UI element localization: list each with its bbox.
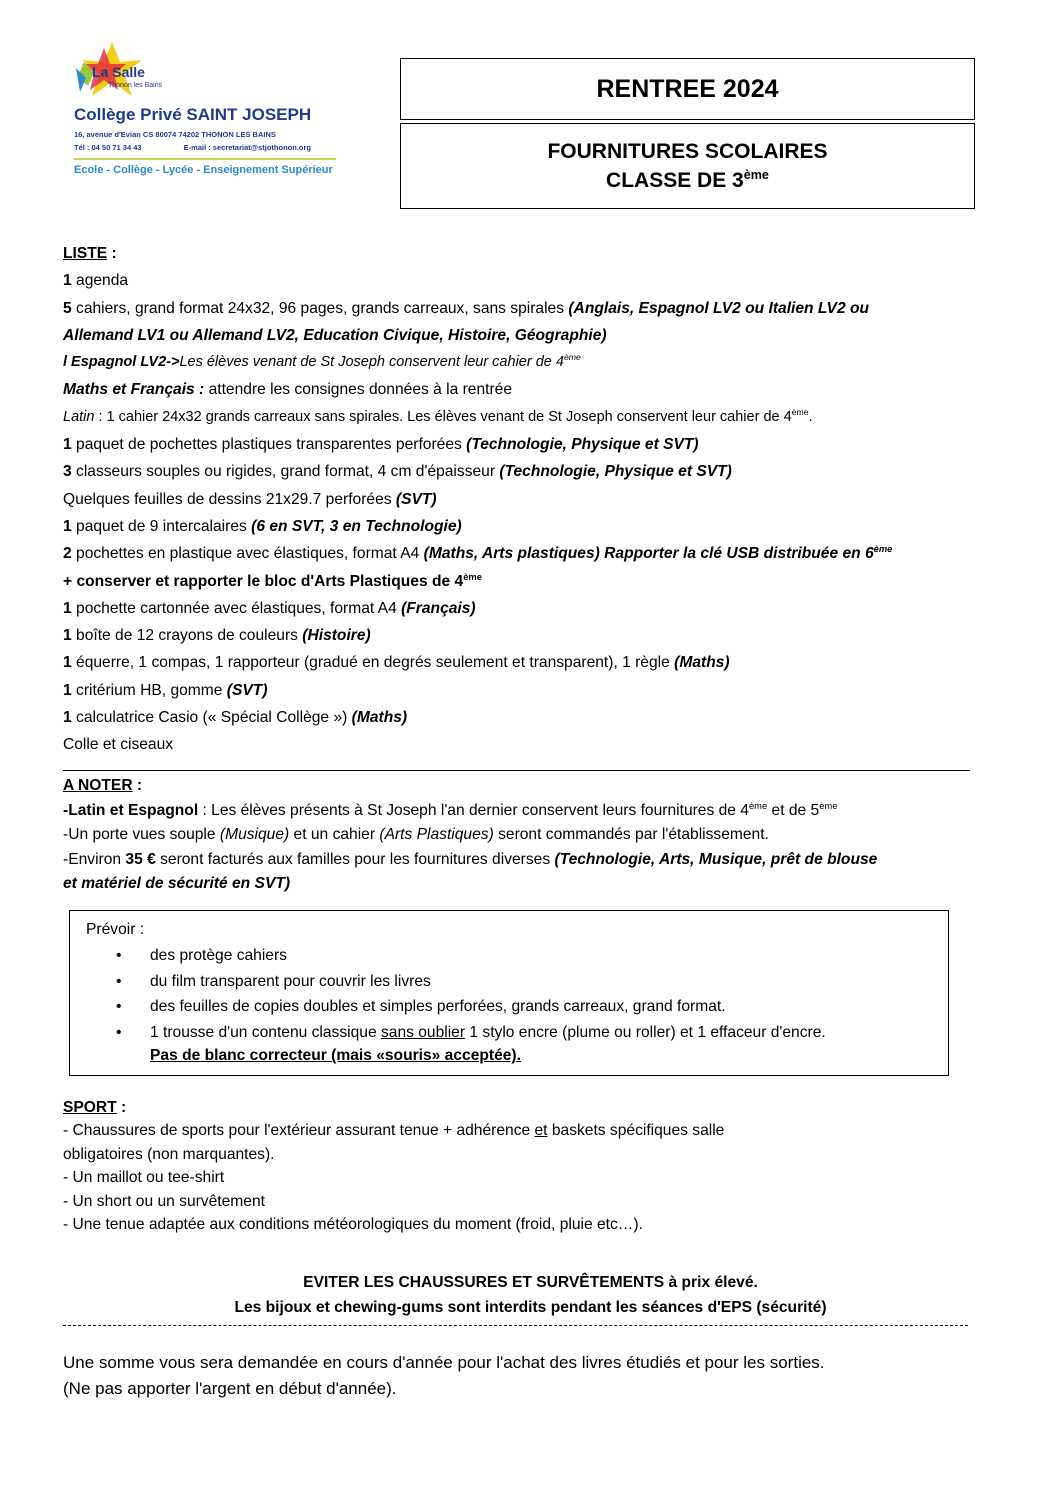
qty: 3	[63, 463, 72, 481]
bullet-icon: •	[116, 947, 122, 964]
note-text: : Les élèves présents à St Joseph l'an dernier conservent leurs fournitures de 4	[198, 801, 749, 819]
list-item	[86, 994, 948, 1020]
list-item-pochette-cartonnee	[63, 595, 998, 622]
list-item-espagnol	[63, 349, 998, 376]
footer-line-2: (Ne pas apporter l'argent en début d'année).	[63, 1378, 397, 1398]
item-end: .	[808, 408, 813, 425]
list-item-pochettes-elastiques	[63, 540, 998, 567]
college-phone: Tél : 04 50 71 34 43	[74, 143, 142, 152]
title-box-rentree	[400, 58, 975, 120]
brand-subtitle: Thonon les Bains	[108, 82, 163, 89]
sport-line-maillot: - Un maillot ou tee-shirt	[63, 1169, 225, 1187]
note-sup2: ème	[819, 800, 838, 811]
list-item-intercalaires	[63, 513, 998, 540]
subtitle-classe	[606, 166, 769, 195]
item-subjects: (Maths)	[351, 709, 408, 727]
item-subjects: (6 en SVT, 3 en Technologie)	[251, 517, 462, 535]
item-text: attendre les consignes données à la rentrée	[204, 381, 512, 399]
item-subjects: (Anglais, Espagnol LV2 ou Italien LV2 ou	[568, 299, 870, 317]
sport-heading	[63, 1096, 998, 1119]
footer-line-1: Une somme vous sera demandée en cours d'année pour l'achat des livres étudiés et pour les sorties.	[63, 1353, 825, 1372]
list-item-latin	[63, 404, 998, 431]
note-subject2: (Arts Plastiques)	[379, 826, 494, 843]
note-mid: et de 5	[767, 801, 820, 819]
item-subjects: (Histoire)	[302, 627, 371, 645]
item-subjects: (SVT)	[226, 681, 268, 699]
item-text: : 1 cahier 24x32 grands carreaux sans spirales. Les élèves venant de St Joseph conservent leur cahier de 4	[94, 408, 792, 425]
qty: 1	[63, 436, 72, 454]
sport-underlined: et	[534, 1122, 548, 1140]
item-text: + conserver et rapporter le bloc d'Arts Plastiques de 4	[63, 572, 464, 590]
note-heading-text: A NOTER	[63, 777, 133, 794]
item-text: classeurs souples ou rigides, grand format, 4 cm d'épaisseur	[71, 463, 500, 481]
item-sup: ème	[463, 571, 482, 582]
sport-section	[63, 1096, 998, 1236]
college-email: E-mail : secretariat@stjothonon.org	[183, 143, 311, 152]
list-item-colle: Colle et ciseaux	[63, 736, 174, 754]
item-label: Maths et Français :	[63, 381, 205, 399]
note-text2: seront facturés aux familles pour les fournitures diverses	[155, 850, 555, 868]
list-item	[86, 943, 948, 969]
list-item-bloc-arts	[63, 568, 998, 595]
qty: 1	[63, 709, 72, 727]
item-text: critérium HB, gomme	[71, 681, 227, 699]
qty: 1	[63, 681, 72, 699]
item-subjects: (Maths, Arts plastiques) Rapporter la clé USB distribuée en 6	[423, 545, 874, 563]
warning-line-1: EVITER LES CHAUSSURES ET SURVÊTEMENTS à prix élevé.	[303, 1274, 758, 1291]
prevoir-item-text1: 1 trousse d'un contenu classique	[150, 1023, 381, 1041]
item-subjects: (SVT)	[395, 490, 437, 508]
note-sup1: ème	[748, 800, 768, 811]
prevoir-item-text: des protège cahiers	[150, 947, 287, 964]
note-amount: 35 €	[125, 850, 156, 868]
qty: 1	[63, 272, 72, 290]
item-text: Quelques feuilles de dessins 21x29.7 perforées	[63, 490, 396, 508]
section-divider	[63, 770, 970, 771]
qty: 2	[63, 545, 72, 563]
list-item-cahiers-cont: Allemand LV1 ou Allemand LV2, Education Civique, Histoire, Géographie)	[63, 326, 607, 344]
item-text: calculatrice Casio (« Spécial Collège »)	[71, 709, 352, 727]
list-item-feuilles-dessin	[63, 486, 998, 513]
brand-name: La Salle	[92, 64, 145, 80]
note-heading-colon: :	[132, 777, 143, 794]
note-section	[63, 774, 998, 897]
college-name: Collège Privé SAINT JOSEPH	[74, 105, 312, 124]
prevoir-item-text2: 1 stylo encre (plume ou roller) et 1 effaceur d'encre.	[465, 1023, 826, 1041]
list-item-calculatrice	[63, 704, 998, 731]
subtitle-classe-sup: ème	[743, 168, 769, 182]
list-item	[86, 969, 948, 995]
prevoir-item-text: du film transparent pour couvrir les livres	[150, 972, 431, 990]
list-heading-text: LISTE	[63, 245, 108, 262]
note-subjects: (Technologie, Arts, Musique, prêt de blouse	[554, 850, 878, 868]
list-item-criterium	[63, 677, 998, 704]
item-text: cahiers, grand format 24x32, 96 pages, grands carreaux, sans spirales	[71, 299, 569, 317]
list-item-maths-francais	[63, 376, 998, 403]
prevoir-item-underlined: sans oublier	[380, 1023, 466, 1041]
supply-list	[63, 240, 998, 759]
sport-line-obligatoires: obligatoires (non marquantes).	[63, 1145, 275, 1163]
item-subjects: (Technologie, Physique et SVT)	[466, 436, 699, 454]
sport-text-end: baskets spécifiques salle	[547, 1122, 725, 1140]
item-subjects: (Français)	[401, 599, 476, 617]
list-heading-colon: :	[107, 245, 117, 262]
qty: 1	[63, 654, 72, 672]
item-text: paquet de 9 intercalaires	[71, 517, 252, 535]
bullet-icon: •	[116, 972, 122, 990]
title-box-fournitures	[400, 123, 975, 209]
school-logo	[74, 42, 354, 192]
note-text1: -Un porte vues souple	[63, 826, 220, 843]
note-text3: seront commandés par l'établissement.	[493, 826, 769, 843]
dashed-divider	[63, 1325, 968, 1326]
item-label: Latin	[63, 408, 95, 425]
logo-divider	[74, 158, 336, 160]
subtitle-fournitures: FOURNITURES SCOLAIRES	[547, 140, 828, 163]
prevoir-list	[86, 943, 948, 1045]
prevoir-title: Prévoir :	[86, 921, 145, 938]
item-subjects: (Technologie, Physique et SVT)	[499, 463, 732, 481]
warning-section	[63, 1270, 998, 1320]
item-sup: ème	[563, 352, 581, 363]
year-title: RENTREE 2024	[596, 74, 779, 103]
item-text: boîte de 12 crayons de couleurs	[71, 627, 303, 645]
item-sup: ème	[791, 406, 809, 417]
prevoir-note: Pas de blanc correcteur (mais «souris» acceptée).	[150, 1047, 521, 1065]
sport-line-tenue: - Une tenue adaptée aux conditions météorologiques du moment (froid, pluie etc…).	[63, 1216, 643, 1234]
sport-heading-colon: :	[116, 1099, 127, 1116]
qty: 5	[63, 299, 72, 317]
list-item	[86, 1020, 948, 1046]
item-text: Les élèves venant de St Joseph conservent leur cahier de 4	[179, 354, 564, 371]
note-label: -Latin et Espagnol	[63, 801, 199, 819]
note-porte-vues	[63, 823, 998, 848]
item-sup: ème	[873, 544, 893, 555]
subtitle-classe-text: CLASSE DE 3	[606, 169, 744, 192]
list-heading	[63, 240, 998, 267]
item-text: pochettes en plastique avec élastiques, format A4	[71, 545, 424, 563]
note-latin-espagnol	[63, 799, 998, 824]
note-environ	[63, 848, 998, 873]
college-levels: Ecole - Collège - Lycée - Enseignement Supérieur	[74, 164, 333, 176]
list-item-cahiers	[63, 295, 998, 322]
bullet-icon: •	[116, 1023, 122, 1041]
item-text: pochette cartonnée avec élastiques, format A4	[71, 599, 402, 617]
list-item-pochettes-plastiques	[63, 431, 998, 458]
qty: 1	[63, 517, 72, 535]
warning-line-2: Les bijoux et chewing-gums sont interdits pendant les séances d'EPS (sécurité)	[234, 1299, 827, 1316]
bullet-icon: •	[116, 998, 122, 1016]
qty: 1	[63, 599, 72, 617]
item-text: agenda	[71, 272, 129, 290]
sport-text: - Chaussures de sports pour l'extérieur assurant tenue + adhérence	[63, 1122, 535, 1140]
item-subjects: (Maths)	[674, 654, 730, 672]
prevoir-box	[69, 910, 949, 1076]
list-item-equerre	[63, 649, 998, 676]
item-text: équerre, 1 compas, 1 rapporteur (gradué en degrés seulement et transparent), 1 règle	[71, 654, 675, 672]
qty: 1	[63, 627, 72, 645]
list-item-agenda	[63, 267, 998, 294]
sport-line-short: - Un short ou un survêtement	[63, 1192, 265, 1210]
college-contact	[74, 143, 311, 152]
sport-line-chaussures	[63, 1119, 998, 1142]
note-environ-cont: et matériel de sécurité en SVT)	[63, 875, 291, 892]
footer-note	[63, 1350, 998, 1401]
note-text1: -Environ	[63, 850, 126, 868]
item-text: paquet de pochettes plastiques transparentes perforées	[71, 436, 467, 454]
college-address: 16, avenue d'Evian CS 80074 74202 THONON LES BAINS	[74, 130, 276, 139]
list-item-classeurs	[63, 458, 998, 485]
prevoir-item-text: des feuilles de copies doubles et simples perforées, grands carreaux, grand format.	[150, 998, 726, 1016]
note-text2: et un cahier	[289, 826, 380, 843]
item-label: l Espagnol LV2->	[63, 354, 180, 371]
note-heading	[63, 774, 998, 799]
list-item-crayons	[63, 622, 998, 649]
note-subject1: (Musique)	[219, 826, 290, 843]
sport-heading-text: SPORT	[63, 1099, 117, 1116]
